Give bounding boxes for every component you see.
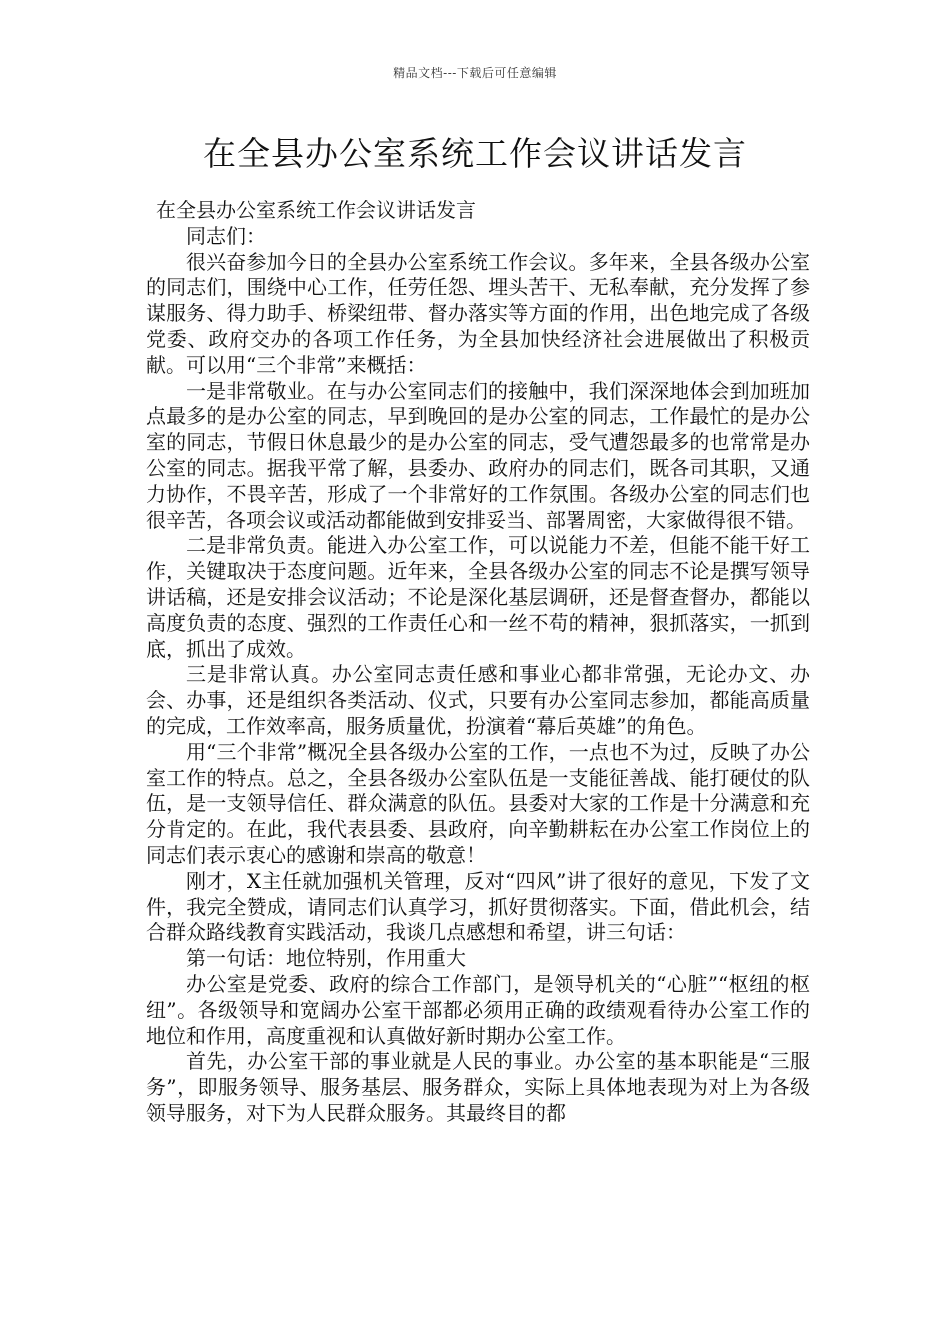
section-heading-1: 第一句话：地位特别，作用重大 xyxy=(186,946,466,971)
document-title: 在全县办公室系统工作会议讲话发言 xyxy=(203,134,747,173)
salutation: 同志们： xyxy=(186,223,266,248)
paragraph-section-1: 办公室是党委、政府的综合工作部门，是领导机关的“心脏”“枢纽的枢纽”。各级领导和宽阔办公室干部都必须用正确的政绩观看待办公室工作的地位和作用，高度重视和认真做好新时期办公室工作。 xyxy=(146,971,810,1048)
paragraph-first-point: 首先，办公室干部的事业就是人民的事业。办公室的基本职能是“三服务”，即服务领导、服务基层、服务群众，实际上具体地表现为对上为各级领导服务，对下为人民群众服务。其最终目的都 xyxy=(146,1049,810,1125)
document-body xyxy=(146,198,810,1127)
header-note: 精品文档---下载后可任意编辑 xyxy=(393,66,557,80)
paragraph-transition: 刚才，X主任就加强机关管理，反对“四风”讲了很好的意见，下发了文件，我完全赞成，请同志们认真学习，抓好贯彻落实。下面，借此机会，结合群众路线教育实践活动，我谈几点感想和希望，讲三句话： xyxy=(146,868,810,945)
paragraph-intro: 很兴奋参加今日的全县办公室系统工作会议。多年来，全县各级办公室的同志们，围绕中心工作，任劳任怨、埋头苦干、无私奉献，充分发挥了参谋服务、得力助手、桥梁纽带、督办落实等方面的作用，出色地完成了各级党委、政府交办的各项工作任务，为全县加快经济社会进展做出了积极贡献。可以用“三个非常”来概括： xyxy=(146,249,810,377)
paragraph-point-1: 一是非常敬业。在与办公室同志们的接触中，我们深深地体会到加班加点最多的是办公室的同志，早到晚回的是办公室的同志，工作最忙的是办公室的同志，节假日休息最少的是办公室的同志，受气遭怨最多的也常常是办公室的同志。据我平常了解，县委办、政府办的同志们，既各司其职，又通力协作，不畏辛苦，形成了一个非常好的工作氛围。各级办公室的同志们也很辛苦，各项会议或活动都能做到安排妥当、部署周密，大家做得很不错。 xyxy=(146,378,810,532)
paragraph-point-3: 三是非常认真。办公室同志责任感和事业心都非常强，无论办文、办会、办事，还是组织各类活动、仪式，只要有办公室同志参加，都能高质量的完成，工作效率高，服务质量优，扮演着“幕后英雄”的角色。 xyxy=(146,662,810,738)
paragraph-point-2: 二是非常负责。能进入办公室工作，可以说能力不差，但能不能干好工作，关键取决于态度问题。近年来，全县各级办公室的同志不论是撰写领导讲话稿，还是安排会议活动；不论是深化基层调研，还是督查督办，都能以高度负责的态度、强烈的工作责任心和一丝不苟的精神，狠抓落实，一抓到底，抓出了成效。 xyxy=(146,533,810,661)
paragraph-summary: 用“三个非常”概况全县各级办公室的工作，一点也不为过，反映了办公室工作的特点。总之，全县各级办公室队伍是一支能征善战、能打硬仗的队伍，是一支领导信任、群众满意的队伍。县委对大家的工作是十分满意和充分肯定的。在此，我代表县委、县政府，向辛勤耕耘在办公室工作岗位上的同志们表示衷心的感谢和崇高的敬意！ xyxy=(146,739,810,867)
document-subtitle: 在全县办公室系统工作会议讲话发言 xyxy=(156,198,476,222)
